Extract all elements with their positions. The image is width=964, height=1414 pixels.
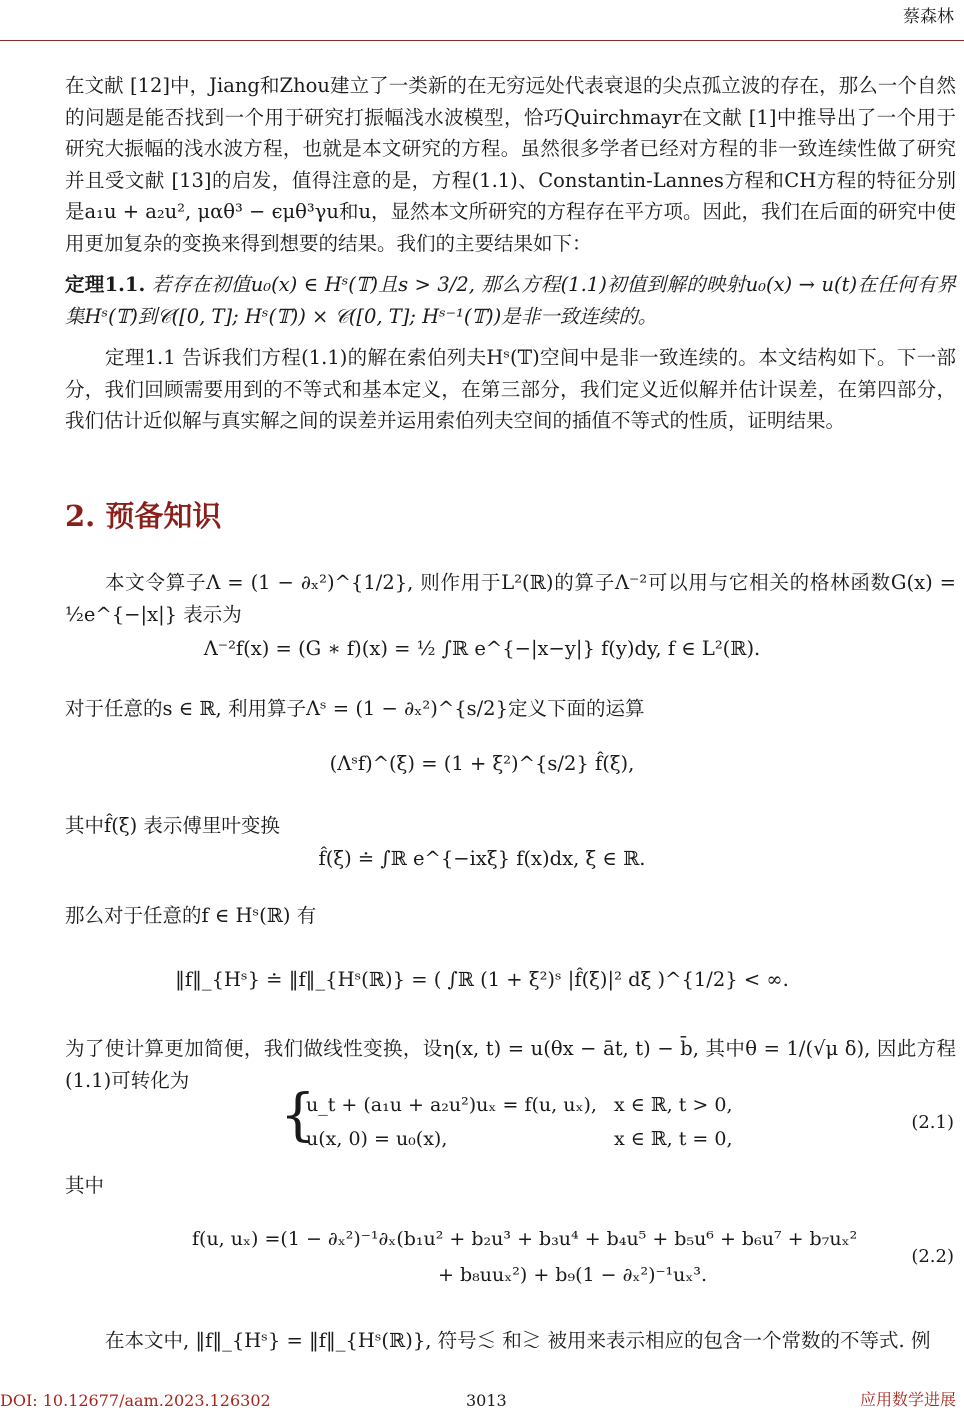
footer-page-number: 3013 xyxy=(466,1391,507,1410)
theorem-1-1 xyxy=(65,269,956,332)
case-row-1-left: u_t + (a₁u + a₂u²)uₓ = f(u, uₓ), xyxy=(306,1094,597,1116)
header-author: 蔡森林 xyxy=(903,7,954,27)
sec2-paragraph-2: 对于任意的s ∈ ℝ, 利用算子Λˢ = (1 − ∂ₓ²)^{s/2}定义下面的运算 xyxy=(65,697,645,720)
equation-number-2-2: (2.2) xyxy=(911,1246,954,1267)
case-row-2-right: x ∈ ℝ, t = 0, xyxy=(614,1128,733,1150)
case-row-1-right: x ∈ ℝ, t > 0, xyxy=(614,1094,733,1116)
header-rule xyxy=(0,40,964,41)
intro-paragraph-2: 定理1.1 告诉我们方程(1.1)的解在索伯列夫Hˢ(𝕋)空间中是非一致连续的。本文结构如下。下一部分，我们回顾需要用到的不等式和基本定义，在第三部分，我们定义近似解并估计误差，在第四部分，我们估计近似解与真实解之间的误差并运用索伯列夫空间的插值不等式的性质，证明结果。 xyxy=(65,346,956,432)
equation-number-2-1: (2.1) xyxy=(911,1112,954,1133)
sec2-paragraph-7: 在本文中, ‖f‖_{Hˢ} = ‖f‖_{Hˢ(ℝ)}, 符号≲ 和≳ 被用来表示相应的包含一个常数的不等式. 例 xyxy=(105,1329,931,1352)
equation-2-2-line-1: f(u, uₓ) =(1 − ∂ₓ²)⁻¹∂ₓ(b₁u² + b₂u³ + b₃u⁴ + b₄u⁵ + b₅u⁶ + b₆u⁷ + b₇uₓ² xyxy=(192,1228,858,1250)
intro-paragraph-1: 在文献 [12]中，Jiang和Zhou建立了一类新的在无穷远处代表衰退的尖点孤立波的存在，那么一个自然的问题是能否找到一个用于研究打振幅浅水波模型，恰巧Quirchmayr在文献 [1]中推导出了一个用于研究大振幅的浅水波方程，也就是本文研究的方程。虽然很多学者已经对方程的非一致连续性做了研究并且受文献 [13]的启发，值得注意的是，方程(1.1)、Constantin-Lannes方程和CH方程的特征分别是a₁u + a₂u², μαθ³ − ϵμθ³γu和u，显然本文所研究的方程存在平方项。因此，我们在后面的研究中使用更加复杂的变换来得到想要的结果。我们的主要结果如下： xyxy=(65,74,957,255)
footer-journal: 应用数学进展 xyxy=(859,1390,956,1409)
equation-green-function: Λ⁻²f(x) = (G ∗ f)(x) = ½ ∫ℝ e^{−|x−y|} f(y)dy, f ∈ L²(ℝ). xyxy=(203,637,761,660)
sec2-paragraph-5: 为了使计算更加简便，我们做线性变换，设η(x, t) = u(θx − āt, t) − b̄, 其中θ = 1/(√μ δ), 因此方程(1.1)可转化为 xyxy=(65,1037,956,1092)
equation-2-2-line-2: + b₈uuₓ²) + b₉(1 − ∂ₓ²)⁻¹uₓ³. xyxy=(438,1264,708,1286)
left-brace: { xyxy=(280,1083,316,1148)
sec2-paragraph-1: 本文令算子Λ = (1 − ∂ₓ²)^{1/2}, 则作用于L²(ℝ)的算子Λ⁻²可以用与它相关的格林函数G(x) = ½e^{−|x|} 表示为 xyxy=(65,571,956,626)
case-row-2-left: u(x, 0) = u₀(x), xyxy=(306,1128,448,1150)
sec2-paragraph-4: 那么对于任意的f ∈ Hˢ(ℝ) 有 xyxy=(65,904,317,927)
footer-doi[interactable]: DOI: 10.12677/aam.2023.126302 xyxy=(0,1391,271,1410)
theorem-body: 若存在初值u₀(x) ∈ Hˢ(𝕋)且s > 3/2, 那么方程(1.1)初值到解的映射u₀(x) → u(t)在任何有界集Hˢ(𝕋)到𝒞([0, T]; Hˢ(𝕋)) × 𝒞([0, T]; Hˢ⁻¹(𝕋))是非一致连续的。 xyxy=(65,273,957,328)
theorem-title: 定理1.1. xyxy=(65,273,146,296)
section-title: 2. 预备知识 xyxy=(65,499,222,533)
equation-fourier: f̂(ξ) ≐ ∫ℝ e^{−ixξ} f(x)dx, ξ ∈ ℝ. xyxy=(318,847,646,870)
equation-operator: (Λˢf)^(ξ) = (1 + ξ²)^{s/2} f̂(ξ), xyxy=(329,752,635,775)
sec2-paragraph-3: 其中f̂(ξ) 表示傅里叶变换 xyxy=(65,814,280,837)
equation-sobolev-norm: ‖f‖_{Hˢ} ≐ ‖f‖_{Hˢ(ℝ)} = ( ∫ℝ (1 + ξ²)ˢ |f̂(ξ)|² dξ )^{1/2} < ∞. xyxy=(175,968,789,991)
sec2-paragraph-6: 其中 xyxy=(65,1174,105,1197)
